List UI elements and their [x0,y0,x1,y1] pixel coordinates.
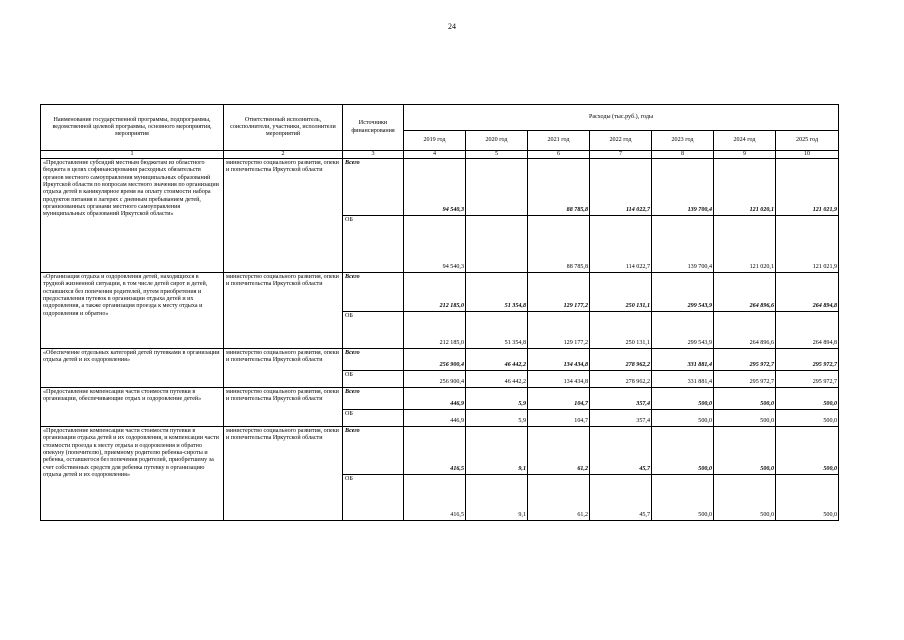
header-year: 2025 год [776,131,839,151]
responsible-executor: министерство социального развития, опеки и попечительства Иркутской области [224,349,343,388]
total-value: 45,7 [590,427,652,475]
total-value: 121 020,1 [714,159,776,216]
ob-value: 104,7 [528,410,590,427]
total-value: 114 022,7 [590,159,652,216]
total-value: 88 785,8 [528,159,590,216]
total-value: 299 543,9 [652,273,714,312]
ob-value: 500,0 [652,475,714,521]
header-source: Источники финансирования [343,105,404,151]
ob-value: 121 020,1 [714,216,776,273]
ob-value: 212 185,0 [404,312,466,349]
header-year: 2021 год [528,131,590,151]
source-total-label: Всего [345,350,360,356]
source-ob-label: ОБ [343,312,404,349]
ob-value: 264 896,6 [714,312,776,349]
total-value: 5,9 [466,388,528,410]
ob-value: 264 894,8 [776,312,839,349]
total-value: 357,4 [590,388,652,410]
ob-value: 94 540,3 [404,216,466,273]
ob-value: 5,9 [466,410,528,427]
table-row [41,349,839,371]
total-value: 331 881,4 [652,349,714,371]
ob-value: 121 021,9 [776,216,839,273]
total-value: 61,2 [528,427,590,475]
ob-value: 357,4 [590,410,652,427]
source-total-label: Всего [345,160,360,166]
total-value: 295 972,7 [714,349,776,371]
ob-value: 139 700,4 [652,216,714,273]
ob-value: 61,2 [528,475,590,521]
source-ob-label: ОБ [343,410,404,427]
ob-value: 500,0 [776,410,839,427]
table-row [41,388,839,410]
ob-value: 45,7 [590,475,652,521]
total-value: 278 962,2 [590,349,652,371]
total-value: 104,7 [528,388,590,410]
expenses-table [40,104,839,521]
total-value: 446,9 [404,388,466,410]
source-ob-label: ОБ [343,371,404,388]
header-year: 2024 год [714,131,776,151]
table-row [41,273,839,312]
ob-value: 256 900,4 [404,371,466,388]
header-year: 2019 год [404,131,466,151]
ob-value: 295 972,7 [776,371,839,388]
header-year: 2022 год [590,131,652,151]
column-number: 4 [404,151,466,159]
total-value: 9,1 [466,427,528,475]
total-value: 500,0 [652,427,714,475]
column-number: 1 [41,151,224,159]
ob-value: 9,1 [466,475,528,521]
ob-value: 129 177,2 [528,312,590,349]
total-value: 139 700,4 [652,159,714,216]
total-value: 500,0 [714,427,776,475]
responsible-executor: министерство социального развития, опеки и попечительства Иркутской области [224,273,343,349]
ob-value: 500,0 [714,475,776,521]
ob-value: 46 442,2 [466,371,528,388]
column-number: 2 [224,151,343,159]
ob-value: 114 022,7 [590,216,652,273]
header-responsible: Ответственный исполнитель, соисполнители, участники, исполнители мероприятий [224,105,343,151]
ob-value: 299 543,9 [652,312,714,349]
ob-value: 51 354,8 [466,312,528,349]
activity-name: «Предоставление субсидий местным бюджетам из областного бюджета в целях софинансирования расходных обязательств органов местного самоуправления муниципальных образований Иркутской области по вопросам местного значения по организации отдыха детей в каникулярное время на оплату стоимости набора продуктов питания в лагерях с дневным пребыванием детей, организованных органами местного самоуправления муниципальных образований Иркутской области» [41,159,224,273]
total-value: 416,5 [404,427,466,475]
column-number: 9 [714,151,776,159]
source-total-label: Всего [345,428,360,434]
ob-value: 278 962,2 [590,371,652,388]
total-value: 500,0 [652,388,714,410]
source-total-label: Всего [345,274,360,280]
ob-value: 250 131,1 [590,312,652,349]
activity-name: «Предоставление компенсации части стоимости путевки в организации отдыха детей и их оздоровления, и компенсации части стоимости проезда к месту отдыха и оздоровления и обратно опекуну (попечителю), приемному родителю ребенка-сироты и ребенка, оставшегося без попечения родителей, приобретшему за счет собственных средств для ребенка путевку в организацию отдыха детей и их оздоровления» [41,427,224,521]
source-ob-label: ОБ [343,475,404,521]
source-total-label: Всего [345,389,360,395]
ob-value: 500,0 [714,410,776,427]
total-value: 500,0 [776,388,839,410]
total-value: 129 177,2 [528,273,590,312]
header-year: 2020 год [466,131,528,151]
column-number: 3 [343,151,404,159]
total-value: 256 900,4 [404,349,466,371]
ob-value: 134 434,8 [528,371,590,388]
source-ob-label: ОБ [343,216,404,273]
ob-value: 500,0 [652,410,714,427]
ob-value: 331 881,4 [652,371,714,388]
column-number: 10 [776,151,839,159]
table-row [41,427,839,475]
total-value: 134 434,8 [528,349,590,371]
table-row [41,159,839,216]
activity-name: «Обеспечение отдельных категорий детей путевками в организации отдыха детей и их оздоровления» [41,349,224,388]
ob-value: 88 785,8 [528,216,590,273]
ob-value [466,216,528,273]
page-number: 24 [448,22,456,31]
total-value: 500,0 [776,427,839,475]
total-value: 264 896,6 [714,273,776,312]
total-value: 295 972,7 [776,349,839,371]
responsible-executor: министерство социального развития, опеки и попечительства Иркутской области [224,427,343,521]
total-value: 250 131,1 [590,273,652,312]
total-value: 46 442,2 [466,349,528,371]
header-name: Наименование государственной программы, подпрограммы, ведомственной целевой программы, основного мероприятия, мероприятия [41,105,224,151]
header-costs: Расходы (тыс.руб.), годы [404,105,839,131]
ob-value: 500,0 [776,475,839,521]
total-value: 500,0 [714,388,776,410]
activity-name: «Предоставление компенсации части стоимости путевки в организации, обеспечивающие отдых и оздоровление детей» [41,388,224,427]
column-number: 7 [590,151,652,159]
responsible-executor: министерство социального развития, опеки и попечительства Иркутской области [224,159,343,273]
total-value: 51 354,8 [466,273,528,312]
ob-value: 446,9 [404,410,466,427]
total-value: 264 894,8 [776,273,839,312]
ob-value: 416,5 [404,475,466,521]
column-number: 6 [528,151,590,159]
header-year: 2023 год [652,131,714,151]
activity-name: «Организация отдыха и оздоровления детей, находящихся в трудной жизненной ситуации, в том числе детей сирот и детей, оставшихся без попечения родителей, путем приобретения и предоставления путевок в организации отдыха детей и их оздоровления, а также организация проезда к месту отдыха и оздоровления и обратно» [41,273,224,349]
total-value: 212 185,0 [404,273,466,312]
ob-value: 295 972,7 [714,371,776,388]
total-value: 121 021,9 [776,159,839,216]
total-value [466,159,528,216]
column-number: 8 [652,151,714,159]
column-number: 5 [466,151,528,159]
responsible-executor: министерство социального развития, опеки и попечительства Иркутской области [224,388,343,427]
total-value: 94 540,3 [404,159,466,216]
